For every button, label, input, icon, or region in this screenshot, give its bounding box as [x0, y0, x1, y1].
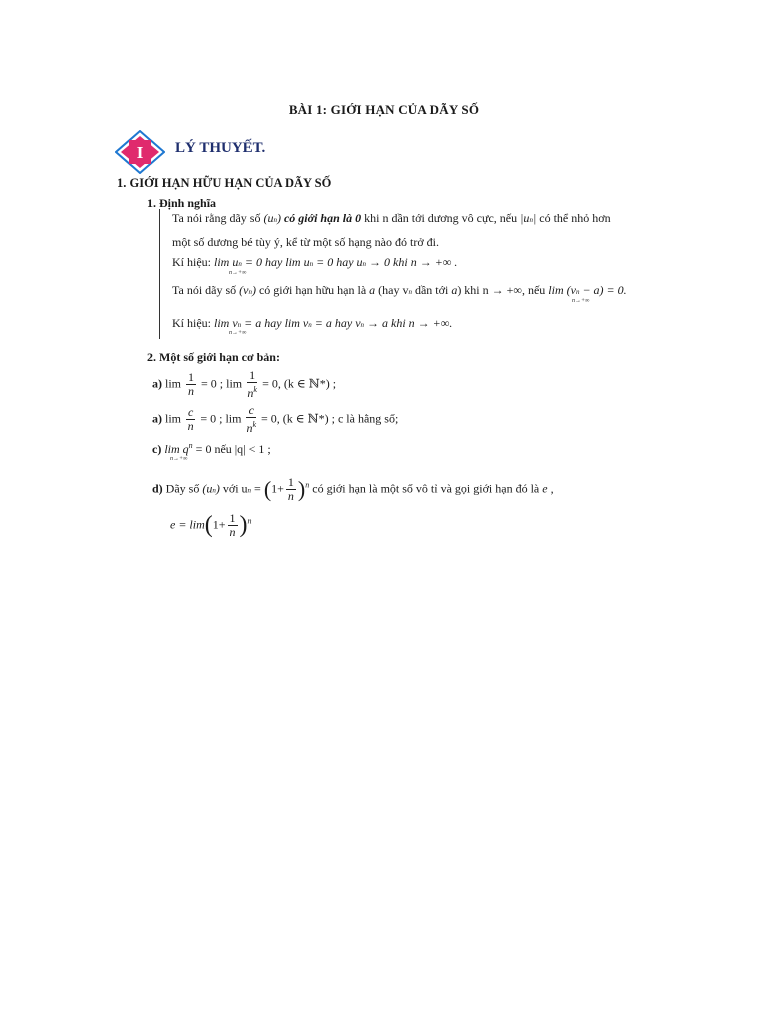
definition-bar — [159, 209, 164, 339]
heading-definition: 1. Định nghĩa — [147, 196, 217, 210]
basic-limit-a1: a) lim $\frac{1}{n}$ = 0 ; lim $\frac{1}{n^k}$ = 0, (k ∈ ℕ*) ; — [152, 368, 337, 400]
page-title: BÀI 1: GIỚI HẠN CỦA DÃY SỐ — [288, 102, 480, 117]
basic-limit-c: c) $\lim q^n = 0$ nếu |q| < 1 ; — [152, 441, 271, 456]
lim-subscript-2: n→+∞ — [572, 298, 590, 304]
heading-basic-limits: 2. Một số giới hạn cơ bản: — [147, 350, 280, 364]
lim-subscript-1: n→+∞ — [229, 270, 247, 276]
section-badge — [115, 130, 165, 174]
heading-1: 1. GIỚI HẠN HỮU HẠN CỦA DÃY SỐ — [117, 176, 332, 190]
badge-numeral: I — [136, 143, 144, 162]
basic-limit-a2: a) lim $\frac{c}{n}$ = 0 ; lim $\frac{c}{n^k}$ = 0, (k ∈ ℕ*) ; c là hằng số; — [152, 403, 399, 435]
roman-numeral-badge-icon — [115, 130, 165, 174]
e-formula: e = lim(1+ $\frac{1}{n}$ )$^n$ — [170, 511, 252, 539]
lim-subscript-4: n→+∞ — [170, 456, 188, 462]
definition-line-2: một số dương bé tùy ý, kể từ một số hạng nào đó trở đi. — [172, 235, 440, 249]
definition-line-1: Ta nói rằng dãy số (un) có giới hạn là 0 khi n dần tới dương vô cực, nếu |un| có thể nhỏ hơn — [172, 211, 611, 225]
definition-line-4: Ta nói dãy số (vn) có giới hạn hữu hạn là a (hay vn dần tới a) khi n → +∞, nếu lim (vn − a) = 0. — [172, 283, 627, 297]
lim-subscript-3: n→+∞ — [229, 330, 247, 336]
section-heading: LÝ THUYẾT. — [175, 140, 266, 156]
definition-line-3: Kí hiệu: lim un = 0 hay lim un = 0 hay un → 0 khi n → +∞ . — [172, 255, 458, 269]
basic-limit-d: d) Dãy số (un) với un = (1+ $\frac{1}{n}$ )$^n$ có giới hạn là một số vô tỉ và gọi giới hạn đó là e , — [152, 475, 554, 503]
definition-line-5: Kí hiệu: lim vn = a hay lim vn = a hay vn → a khi n → +∞. — [172, 316, 453, 330]
